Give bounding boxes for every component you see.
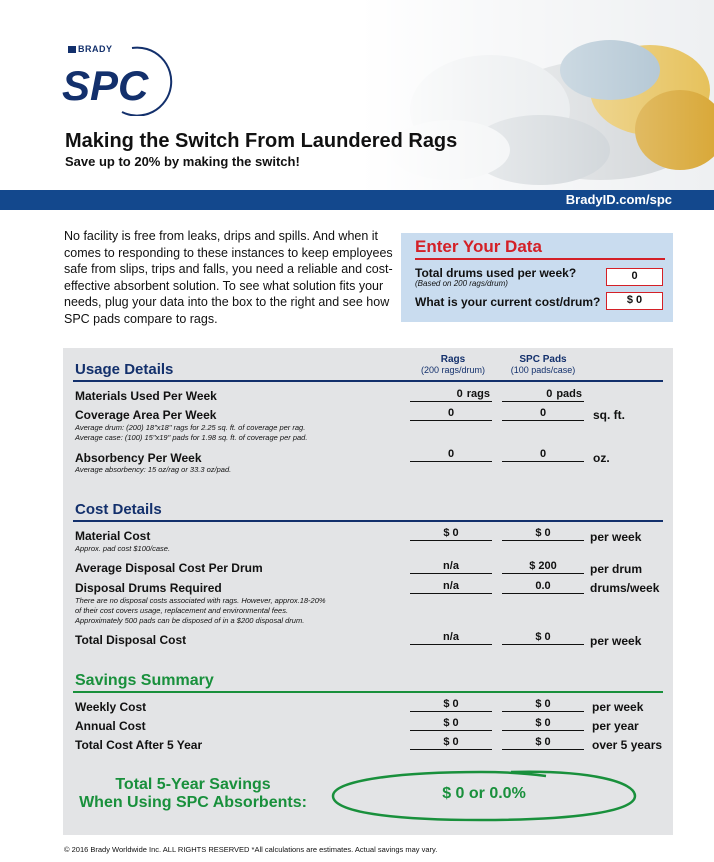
total-disposal-unit: per week [590, 634, 642, 648]
absorbency-note: Average absorbency: 15 oz/rag or 33.3 oz/pad. [75, 465, 232, 474]
coverage-note-1: Average drum: (200) 18"x18" rags for 2.25 sq. ft. of coverage per rag. [75, 423, 306, 432]
weekly-cost-rags: $ 0 [410, 698, 492, 712]
pads-unit: pads [556, 388, 582, 400]
drums-input[interactable]: 0 [606, 268, 663, 286]
absorbency-rags-value: 0 [410, 448, 492, 462]
savings-section-title: Savings Summary [75, 672, 214, 689]
rags-unit: rags [466, 388, 490, 400]
savings-divider [73, 691, 663, 693]
total-disposal-label: Total Disposal Cost [75, 633, 187, 647]
pads-column-header [498, 354, 588, 375]
drums-question: Total drums used per week? [415, 266, 577, 280]
usage-section-title: Usage Details [75, 361, 174, 378]
total-savings-value: $ 0 or 0.0% [442, 785, 526, 802]
material-cost-pads: $ 0 [502, 527, 584, 541]
enter-data-title: Enter Your Data [415, 237, 542, 256]
five-year-cost-rags: $ 0 [410, 736, 492, 750]
absorbency-pads-value: 0 [502, 448, 584, 462]
total-savings-line-1: Total 5-Year Savings [115, 776, 271, 793]
brady-logo: BRADY [68, 44, 113, 54]
five-year-cost-pads: $ 0 [502, 736, 584, 750]
drums-required-pads: 0.0 [502, 580, 584, 594]
enter-data-box [401, 233, 673, 322]
rags-photo [360, 0, 714, 190]
url-bar [0, 190, 714, 210]
coverage-label: Coverage Area Per Week [75, 408, 217, 422]
drums-note-3: Approximately 500 pads can be disposed of in a $200 disposal drum. [75, 616, 305, 625]
material-cost-unit: per week [590, 530, 642, 544]
five-year-cost-label: Total Cost After 5 Year [75, 738, 203, 752]
enter-data-divider [415, 258, 665, 260]
page-subtitle: Save up to 20% by making the switch! [65, 154, 300, 169]
annual-cost-rags: $ 0 [410, 717, 492, 731]
drums-required-label: Disposal Drums Required [75, 581, 222, 595]
annual-cost-label: Annual Cost [75, 719, 146, 733]
rags-column-header [408, 354, 498, 375]
coverage-note-2: Average case: (100) 15"x19" pads for 1.98 sq. ft. of coverage per pad. [75, 433, 308, 442]
cost-input[interactable]: $ 0 [606, 292, 663, 310]
material-cost-label: Material Cost [75, 529, 151, 543]
cost-section-title: Cost Details [75, 501, 162, 518]
disposal-cost-unit: per drum [590, 562, 643, 576]
usage-divider [73, 380, 663, 382]
weekly-cost-label: Weekly Cost [75, 700, 147, 714]
materials-rags-value [410, 388, 492, 402]
intro-text: No facility is free from leaks, drips and spills. And when it comes to responding to these instances to keep employees safe from slips, trips and falls, you need a reliable and cost-effective absorbent solution. To see what solution fits your needs, plug your data into the box to the right and see how SPC pads compare to rags. [64, 229, 393, 326]
absorbency-unit: oz. [593, 451, 610, 465]
total-disposal-pads: $ 0 [502, 631, 584, 645]
disposal-cost-rags: n/a [410, 560, 492, 574]
annual-cost-pads: $ 0 [502, 717, 584, 731]
rags-header: Rags [440, 354, 466, 365]
materials-pads-number: 0 [546, 388, 553, 400]
pads-subheader: (100 pads/case) [510, 365, 576, 375]
weekly-cost-pads: $ 0 [502, 698, 584, 712]
five-year-cost-unit: over 5 years [592, 738, 663, 752]
materials-rags-number: 0 [456, 388, 463, 400]
drums-note-1: There are no disposal costs associated with rags. However, approx.18-20% [75, 596, 326, 605]
weekly-cost-unit: per week [592, 700, 644, 714]
coverage-unit: sq. ft. [593, 408, 625, 422]
total-disposal-rags: n/a [410, 631, 492, 645]
annual-cost-unit: per year [592, 719, 639, 733]
materials-pads-value [502, 388, 584, 402]
disposal-cost-pads: $ 200 [502, 560, 584, 574]
drums-question-note: (Based on 200 rags/drum) [415, 279, 508, 288]
material-cost-rags: $ 0 [410, 527, 492, 541]
website-link[interactable]: BradyID.com/spc [565, 192, 672, 207]
cost-divider [73, 520, 663, 522]
coverage-rags-value: 0 [410, 407, 492, 421]
pads-header: SPC Pads [519, 354, 567, 365]
disposal-cost-label: Average Disposal Cost Per Drum [75, 561, 263, 575]
material-cost-note: Approx. pad cost $100/case. [75, 544, 171, 553]
total-savings-line-2: When Using SPC Absorbents: [79, 794, 307, 811]
rags-subheader: (200 rags/drum) [420, 365, 486, 375]
calculator-panel [63, 348, 673, 835]
page-title: Making the Switch From Laundered Rags [65, 130, 458, 152]
drums-required-unit: drums/week [590, 581, 660, 595]
absorbency-label: Absorbency Per Week [75, 451, 202, 465]
spc-logo [62, 42, 182, 116]
footer-copyright: © 2016 Brady Worldwide Inc. ALL RIGHTS RESERVED *All calculations are estimates. Actual savings may vary. [64, 845, 438, 854]
header [0, 0, 714, 190]
svg-text:SPC: SPC [62, 62, 149, 109]
coverage-pads-value: 0 [502, 407, 584, 421]
drums-required-rags: n/a [410, 580, 492, 594]
materials-label: Materials Used Per Week [75, 389, 217, 403]
drums-note-2: of their cost covers usage, replacement and environmental fees. [75, 606, 289, 615]
total-savings-label [73, 776, 313, 812]
cost-question: What is your current cost/drum? [415, 295, 601, 309]
